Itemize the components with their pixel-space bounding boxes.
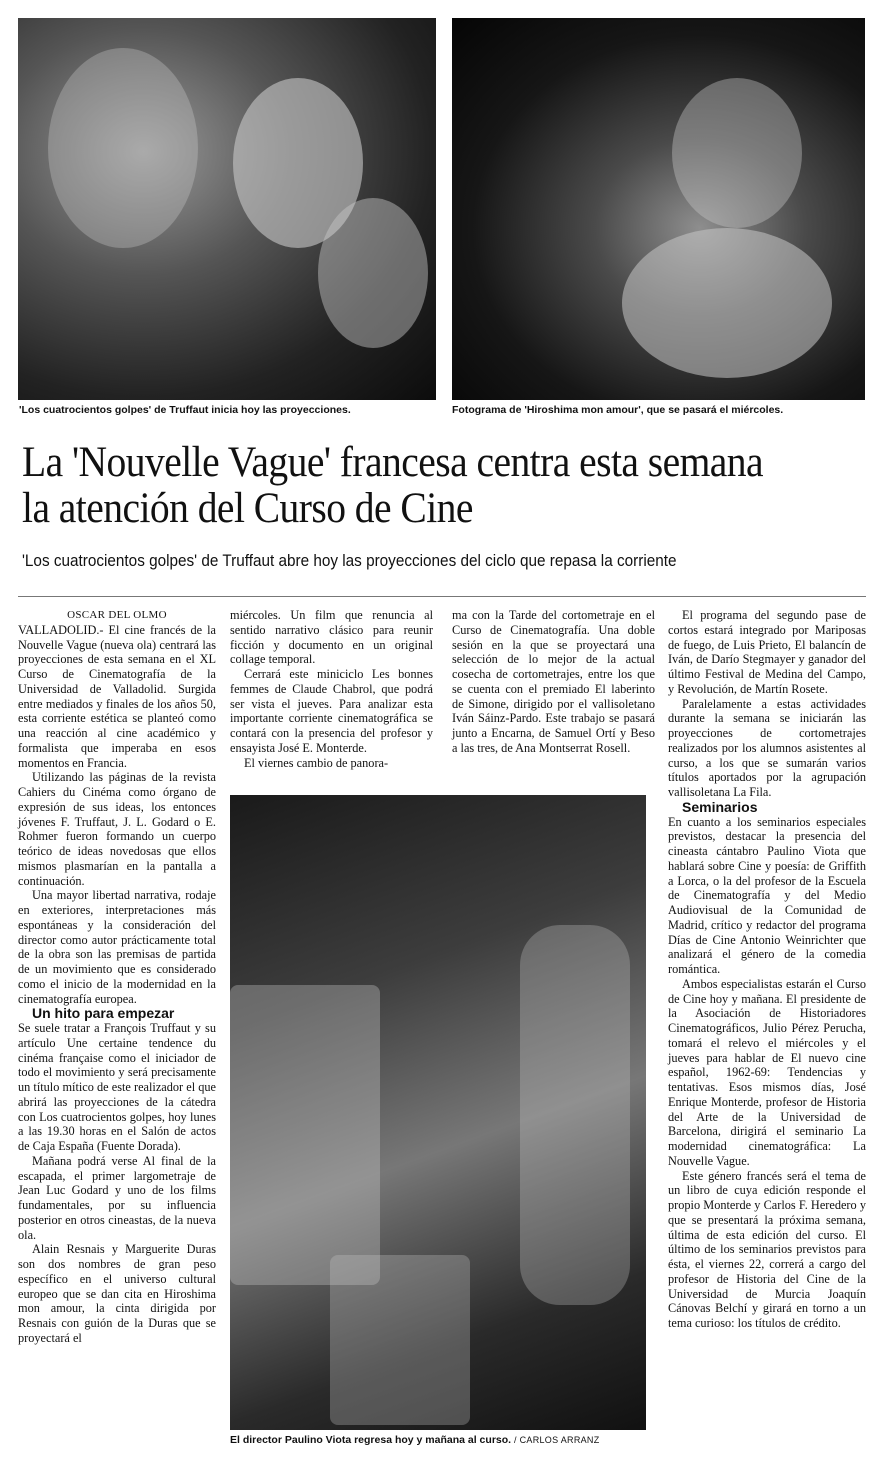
paragraph: En cuanto a los seminarios especiales previstos, destacar la presencia del cineasta cántabro Paulino Viota que hablará sobre Cine y poesía: de Griffith a Lorca, o la del profesor de la Escuela de Cinematografía y del Medio Audiovisual de la Comunidad de Madrid, crítico y redactor del programa Días de Cine Antonio Weinrichter que analizará el género de la comedia romántica. <box>668 814 866 976</box>
article-column-4 <box>668 608 866 1331</box>
article-column-1 <box>18 608 216 1346</box>
paragraph: El cine francés de la Nouvelle Vague (nueva ola) centrará las proyecciones de esta semana en el XL Curso de Cinematografía de la Universidad de Valladolid. Surgida entre mediados y finales de los años 50, esta corriente estética se planteó como una reacción al cine académico y formalista que imperaba en esos momentos en Francia. <box>18 622 217 770</box>
separator-rule <box>18 596 866 597</box>
caption-center <box>230 1434 600 1446</box>
headline: La 'Nouvelle Vague' francesa centra esta semana la atención del Curso de Cine <box>22 439 764 532</box>
paragraph: El viernes cambio de panora- <box>244 755 389 770</box>
paragraph: El programa del segundo pase de cortos estará integrado por Mariposas de fuego, de Luis Prieto, El balancín de Iván, de Darío Stegmayer y ganador del último Festival de Medina del Campo, y Revolución, de Martín Rosete. <box>668 608 866 696</box>
article-column-3 <box>452 608 655 756</box>
section-heading-seminarios: Seminarios <box>682 798 758 815</box>
dateline: VALLADOLID.- <box>18 622 104 637</box>
paragraph: Paralelamente a estas actividades durante la semana se iniciarán las proyecciones de cortometrajes realizados por los alumnos asistentes al curso, a los que se sumarán varios títulos aportados por la agrupación vallisoletana La Fila. <box>668 696 866 799</box>
article-column-2 <box>230 608 433 770</box>
paragraph: Alain Resnais y Marguerite Duras son dos nombres de gran peso específico en el universo cultural europeo que se dan cita en Hiroshima mon amour, la cinta dirigida por Resnais con guión de la Duras que se proyectará el <box>18 1242 216 1345</box>
paragraph: Una mayor libertad narrativa, rodaje en exteriores, interpretaciones más espontáneas y la consideración del director como autor prácticamente total de la obra son las premisas de partida de un movimiento que es considerado como el inicio de la modernidad en la cinematografía europea. <box>18 888 216 1006</box>
section-heading-un-hito: Un hito para empezar <box>32 1005 175 1022</box>
photo-credit: / CARLOS ARRANZ <box>514 1435 600 1445</box>
caption-text: El director Paulino Viota regresa hoy y mañana al curso. <box>230 1434 512 1446</box>
caption-top-left: 'Los cuatrocientos golpes' de Truffaut inicia hoy las proyecciones. <box>19 404 351 416</box>
photo-paulino-viota <box>230 795 646 1430</box>
photo-hiroshima-mon-amour <box>452 18 865 400</box>
caption-top-right: Fotograma de 'Hiroshima mon amour', que se pasará el miércoles. <box>452 404 784 416</box>
paragraph: miércoles. Un film que renuncia al sentido narrativo clásico para reunir ficción y documento en un original collage temporal. <box>230 608 433 667</box>
paragraph: ma con la Tarde del cortometraje en el Curso de Cinematografía. Una doble sesión en la que se proyectará una selección de lo mejor de la actual cosecha de cortometrajes, entre los que se cuenta con el premiado El laberinto de Simone, dirigido por el vallisoletano Iván Sáinz-Pardo. Este trabajo se pasará junto a Encarna, de Samuel Ortí y Beso a las tres, de Ana Montserrat Rosell. <box>452 608 655 755</box>
paragraph: Mañana podrá verse Al final de la escapada, el primer largometraje de Jean Luc Godard y uno de los films fundamentales, por su influencia posterior en otros cineastas, de la nueva ola. <box>18 1153 216 1242</box>
paragraph: Se suele tratar a François Truffaut y su artículo Une certaine tendence du cinéma française como el iniciador de todo el movimiento y será precisamente un título mítico de este realizador el que abrirá las proyecciones de la cátedra con Los cuatrocientos golpes, hoy lunes a las 19.30 horas en el Salón de actos de Caja España (Fuente Dorada). <box>18 1021 216 1153</box>
paragraph: Este género francés será el tema de un libro de cuya edición responde el propio Monterde y Carlos F. Heredero y que se presentará la próxima semana, última de esta edición del curso. El último de los seminarios previstos para ésta, el viernes 22, correrá a cargo del profesor de Historia del Cine de la Universidad de Murcia Joaquín Cánovas Belchí y girará en torno a un tema curioso: los títulos de crédito. <box>668 1168 866 1330</box>
paragraph: Cerrará este miniciclo Les bonnes femmes de Claude Chabrol, que podrá ser vista el jueves. Para analizar esta importante corriente cinematográfica se contará con la presencia del profesor y ensayista José E. Monterde. <box>230 667 433 755</box>
paragraph: Ambos especialistas estarán el Curso de Cine hoy y mañana. El presidente de la Asociación de Historiadores Cinematográficos, Julio Pérez Perucha, tomará el relevo el miércoles y el jueves para hablar de El nuevo cine español, 1962-69: Tendencias y tentativas. Esos mismos días, José Enrique Monterde, profesor de Historia del Arte de la Universidad de Barcelona, dirigirá el seminario La modernidad cinematográfica: La Nouvelle Vague. <box>668 976 866 1168</box>
photo-los-cuatrocientos-golpes <box>18 18 436 400</box>
paragraph: Utilizando las páginas de la revista Cahiers du Cinéma como órgano de expresión de sus ideas, los entonces jóvenes F. Truffaut, J. L. Godard o E. Rohmer fueron formando un cuerpo teórico de ideas novedosas que ellos mismos plasmarían en la pantalla a continuación. <box>18 770 216 888</box>
byline: OSCAR DEL OLMO <box>67 609 167 621</box>
subhead: 'Los cuatrocientos golpes' de Truffaut abre hoy las proyecciones del ciclo que repasa la corriente <box>22 551 677 570</box>
